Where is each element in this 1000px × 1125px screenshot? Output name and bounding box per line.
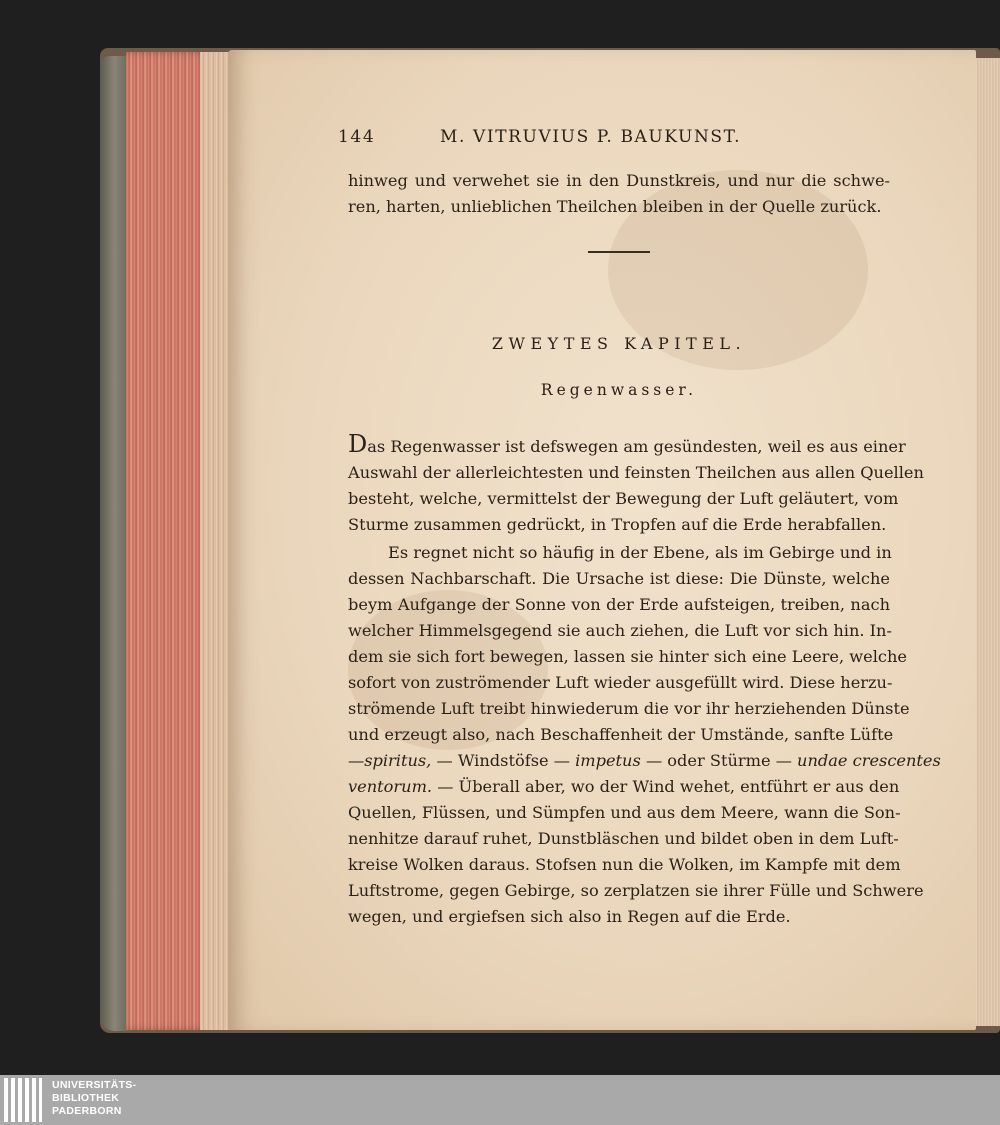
text-line: besteht, welche, vermittelst der Bewegung der Luft geläutert, vom bbox=[348, 489, 899, 508]
running-head-title: M. VITRUVIUS P. BAUKUNST. bbox=[440, 127, 742, 147]
running-header bbox=[338, 127, 808, 153]
text-line: welcher Himmelsgegend sie auch ziehen, die Luft vor sich hin. In- bbox=[348, 621, 892, 640]
text-line: und erzeugt also, nach Beschaffenheit der Umstände, sanfte Lüfte bbox=[348, 725, 894, 744]
latin-term-spiritus: spiritus, bbox=[364, 751, 432, 770]
text-line: Es regnet nicht so häufig in der Ebene, als im Gebirge und in bbox=[388, 543, 892, 562]
text-line-latin-terms bbox=[348, 774, 900, 800]
dash: — bbox=[348, 751, 365, 770]
section-divider bbox=[588, 251, 650, 253]
text-segment: — Windstöfse — bbox=[436, 751, 570, 770]
text-line: Auswahl der allerleichtesten und feinsten Theilchen aus allen Quellen bbox=[348, 463, 924, 482]
text-line: nenhitze darauf ruhet, Dunstbläschen und bildet oben in dem Luft- bbox=[348, 829, 899, 848]
logo-line: BIBLIOTHEK bbox=[52, 1092, 120, 1104]
logo-line: UNIVERSITÄTS- bbox=[52, 1079, 137, 1091]
chapter-title: ZWEYTES KAPITEL. bbox=[491, 334, 747, 353]
library-logo-text bbox=[52, 1079, 136, 1118]
text-line: dem sie sich fort bewegen, lassen sie hinter sich eine Leere, welche bbox=[348, 647, 907, 666]
library-footer-bar bbox=[0, 1075, 1000, 1125]
logo-line: PADERBORN bbox=[52, 1105, 122, 1117]
text-line-latin-terms bbox=[348, 748, 941, 774]
text-line: kreise Wolken daraus. Stofsen nun die Wolken, im Kampfe mit dem bbox=[348, 855, 901, 874]
latin-term-ventorum: ventorum. bbox=[348, 777, 433, 796]
text-line: sofort von zuströmender Luft wieder ausgefüllt wird. Diese herzu- bbox=[348, 673, 893, 692]
text-line: ren, harten, unlieblichen Theilchen bleiben in der Quelle zurück. bbox=[348, 197, 882, 216]
text-segment: — Überall aber, wo der Wind wehet, entführt er aus den bbox=[437, 777, 900, 796]
text-line: beym Aufgange der Sonne von der Erde aufsteigen, treiben, nach bbox=[348, 595, 890, 614]
text-line: wegen, und ergiefsen sich also in Regen auf die Erde. bbox=[348, 907, 791, 926]
page-number: 144 bbox=[338, 127, 376, 147]
text-line: dessen Nachbarschaft. Die Ursache ist diese: Die Dünste, welche bbox=[348, 569, 890, 588]
latin-term-impetus: impetus bbox=[575, 751, 641, 770]
text-line: hinweg und verwehet sie in den Dunstkreis, und nur die schwe- bbox=[348, 171, 890, 190]
text-line: Sturme zusammen gedrückt, in Tropfen auf die Erde herabfallen. bbox=[348, 515, 887, 534]
page-edges-right bbox=[972, 58, 1000, 1026]
text-line: Quellen, Flüssen, und Sümpfen und aus dem Meere, wann die Son- bbox=[348, 803, 901, 822]
text-line-content: as Regenwasser ist defswegen am gesündesten, weil es aus einer bbox=[367, 437, 906, 456]
drop-capital: D bbox=[348, 430, 368, 458]
text-line: strömende Luft treibt hinwiederum die vor ihr herziehenden Dünste bbox=[348, 699, 910, 718]
latin-term-undae: undae crescentes bbox=[797, 751, 941, 770]
text-line bbox=[348, 430, 906, 460]
library-logo-icon bbox=[4, 1078, 44, 1122]
text-segment: — oder Stürme — bbox=[645, 751, 792, 770]
text-line: Luftstrome, gegen Gebirge, so zerplatzen sie ihrer Fülle und Schwere bbox=[348, 881, 924, 900]
chapter-subtitle: Regenwasser. bbox=[540, 381, 698, 399]
